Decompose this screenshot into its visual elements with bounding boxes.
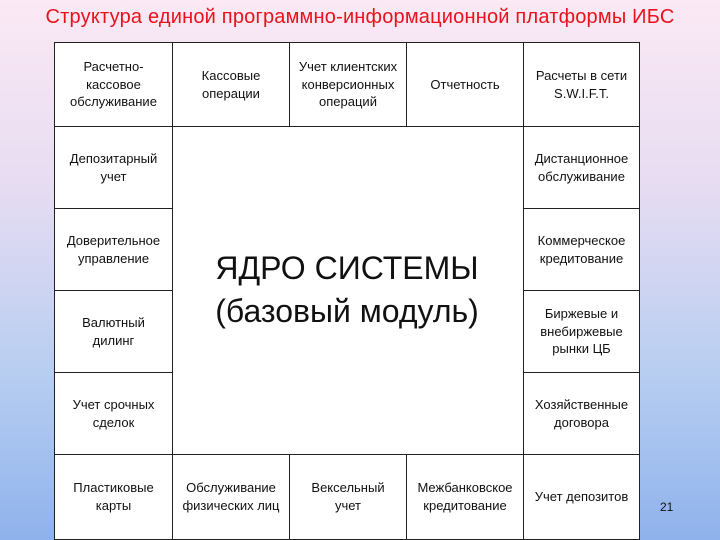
system-core — [174, 126, 520, 454]
block-derivatives: Учет срочных сделок — [54, 372, 173, 455]
platform-structure-diagram — [54, 42, 640, 540]
block-swift: Расчеты в сети S.W.I.F.T. — [523, 42, 640, 127]
block-deposits-accounting: Учет депозитов — [523, 454, 640, 540]
block-business-contracts: Хозяйственные договора — [523, 372, 640, 455]
block-commercial-lending: Коммерческое кредитование — [523, 208, 640, 291]
block-interbank-lending: Межбанковское кредитование — [406, 454, 524, 540]
block-cash-settlement: Расчетно- кассовое обслуживание — [54, 42, 173, 127]
core-title: ЯДРО СИСТЕМЫ — [215, 249, 479, 286]
block-securities-markets: Биржевые и внебиржевые рынки ЦБ — [523, 290, 640, 373]
block-client-conversion: Учет клиентских конверсионных операций — [289, 42, 407, 127]
page-number: 21 — [660, 500, 674, 514]
slide-title: Структура единой программно-информационной платформы ИБС — [45, 6, 675, 28]
block-fx-dealing: Валютный дилинг — [54, 290, 173, 373]
block-cash-operations: Кассовые операции — [172, 42, 290, 127]
block-individuals-service: Обслуживание физических лиц — [172, 454, 290, 540]
block-remote-service: Дистанционное обслуживание — [523, 126, 640, 209]
block-bills-accounting: Вексельный учет — [289, 454, 407, 540]
block-reporting: Отчетность — [406, 42, 524, 127]
block-trust-management: Доверительное управление — [54, 208, 173, 291]
core-subtitle: (базовый модуль) — [215, 293, 479, 329]
block-plastic-cards: Пластиковые карты — [54, 454, 173, 540]
block-depositary: Депозитарный учет — [54, 126, 173, 209]
